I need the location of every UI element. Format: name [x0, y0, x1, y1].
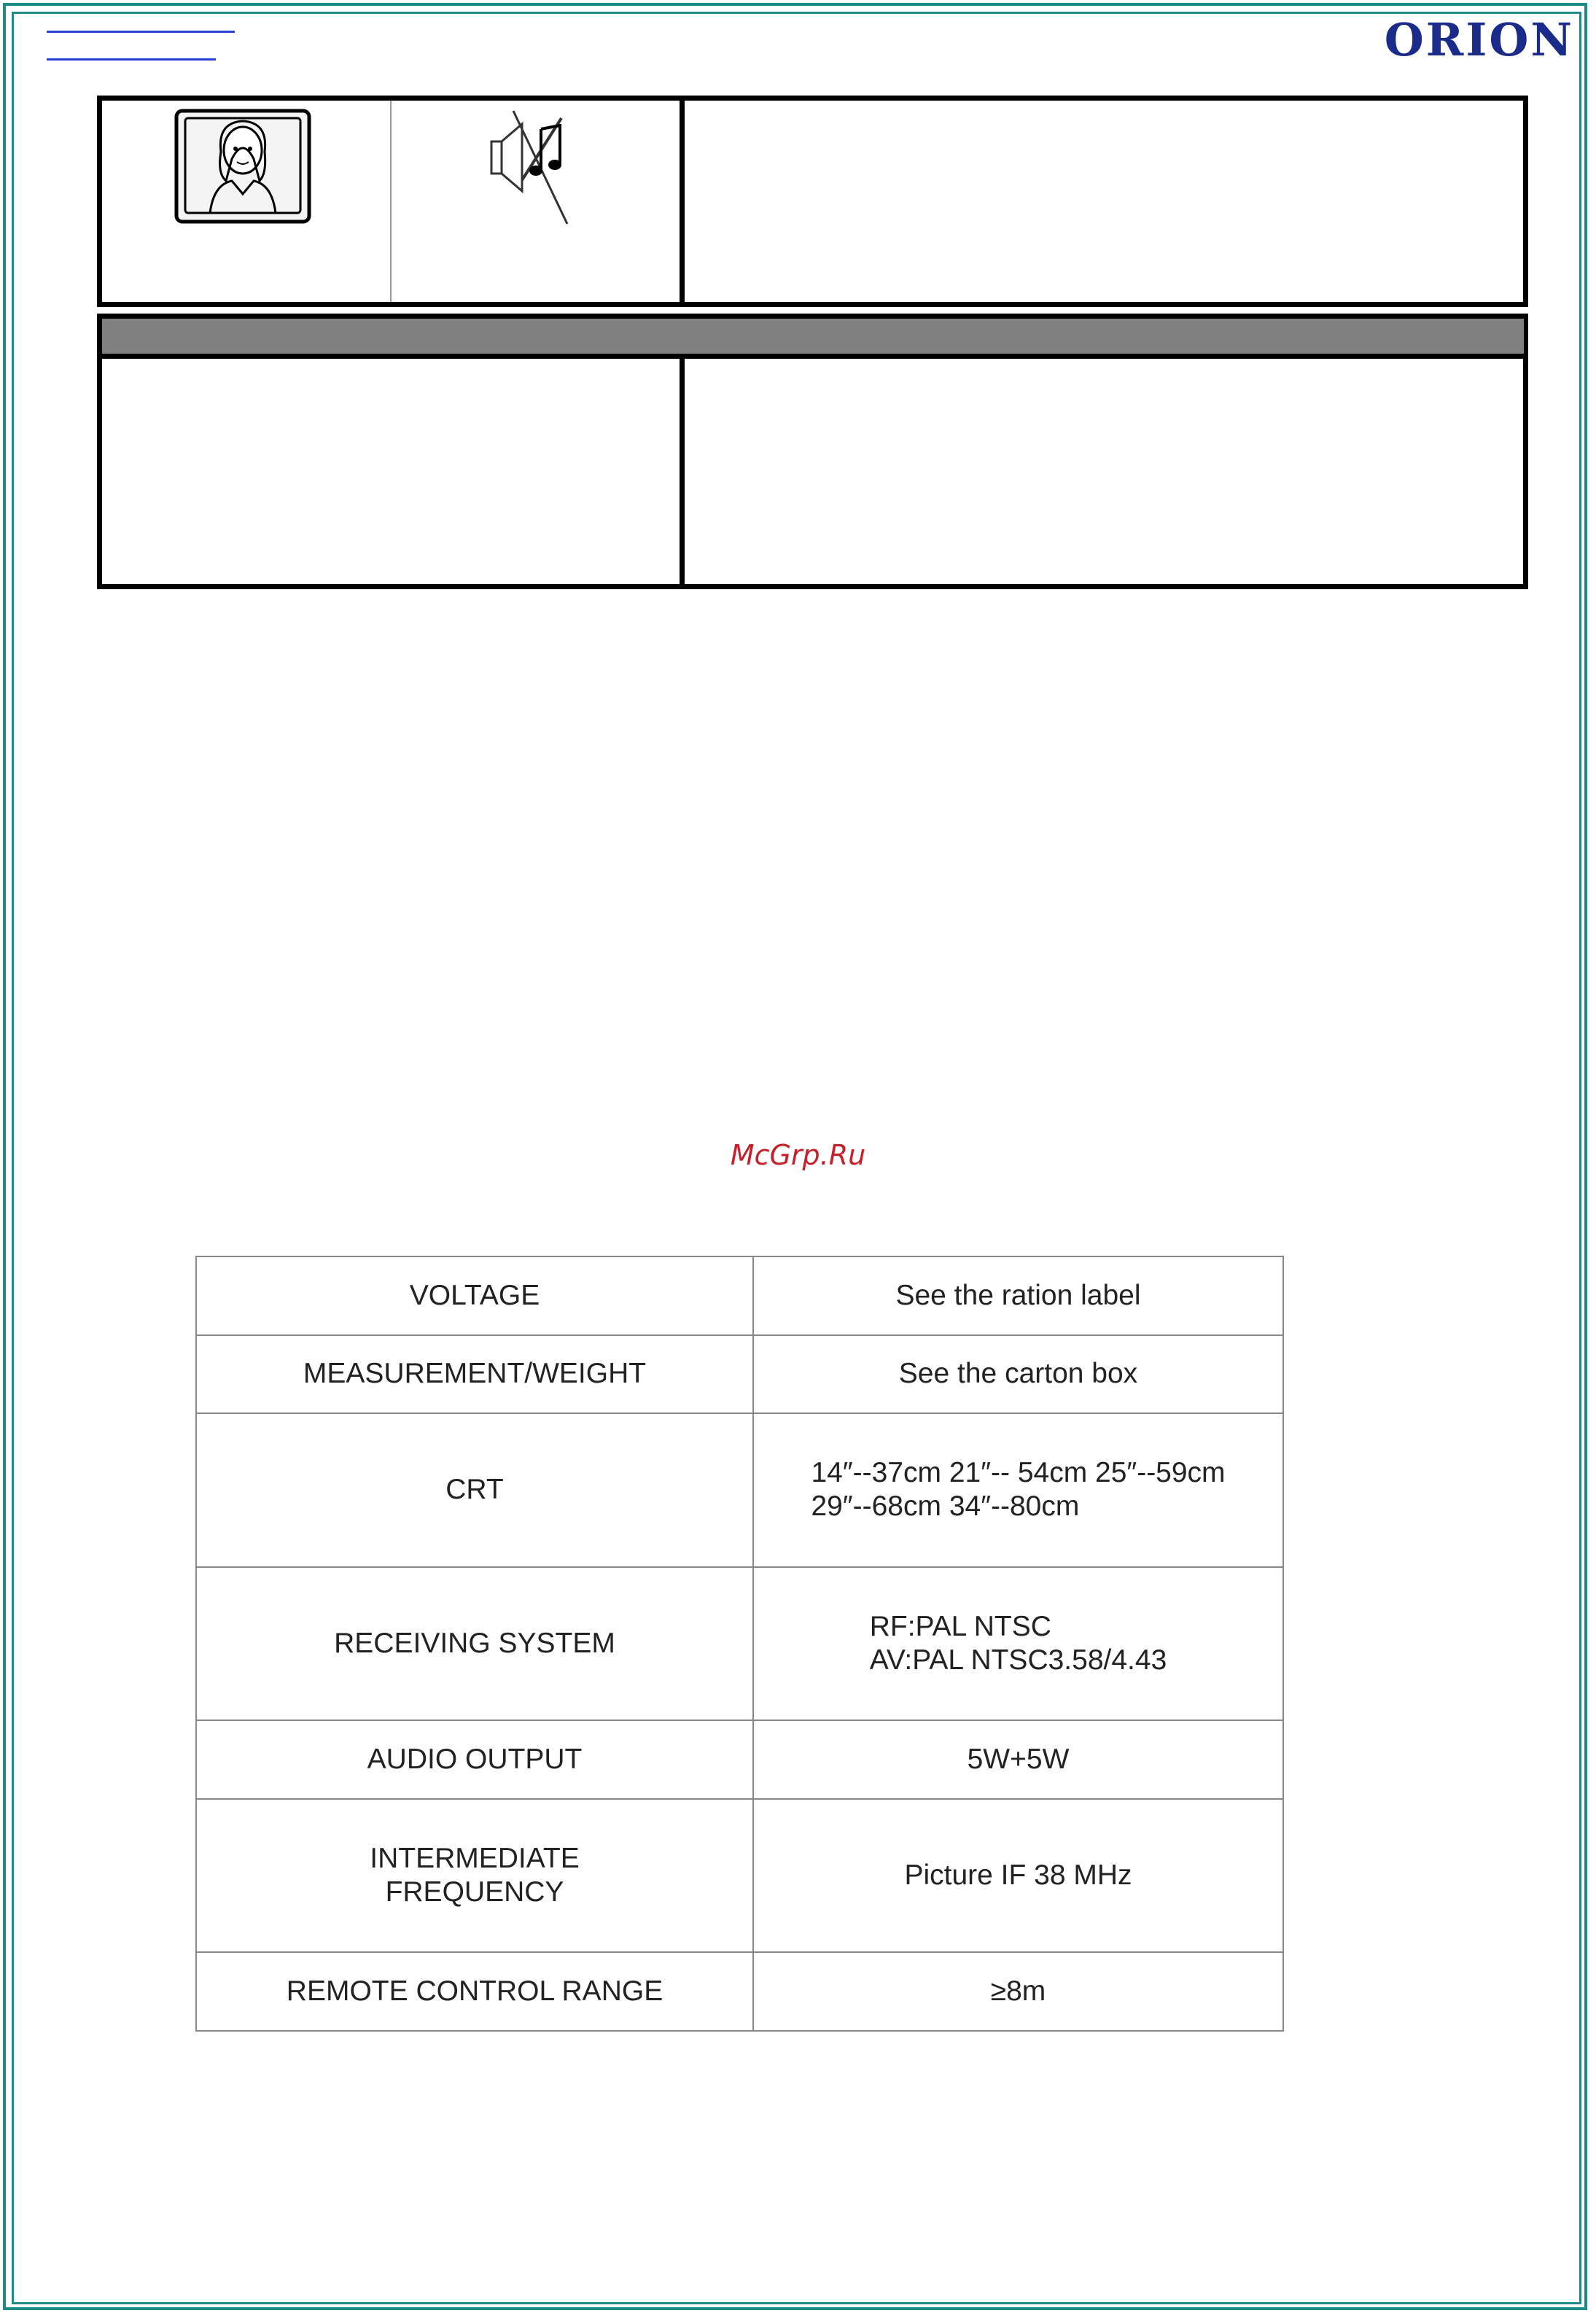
- table-row: [196, 1413, 1283, 1567]
- spec-label: RECEIVING SYSTEM: [196, 1567, 753, 1721]
- brand-logo: ORION: [1384, 13, 1574, 66]
- table-divider: [390, 101, 392, 302]
- spec-value-line: AV:PAL NTSC3.58/4.43: [869, 1644, 1167, 1676]
- spec-label: [196, 1799, 753, 1953]
- spec-value-line: RF:PAL NTSC: [869, 1610, 1051, 1642]
- table-row: [196, 1952, 1283, 2031]
- table-divider: [680, 101, 685, 302]
- table-row: [196, 1799, 1283, 1953]
- table-row: [196, 1335, 1283, 1414]
- spec-value: [753, 1567, 1283, 1721]
- table-row: [196, 1720, 1283, 1799]
- spec-value: See the carton box: [753, 1335, 1283, 1414]
- spec-value-group: [811, 1456, 1225, 1523]
- table-row: [196, 1256, 1283, 1335]
- specifications-table: [195, 1256, 1284, 2032]
- spec-label: MEASUREMENT/WEIGHT: [196, 1335, 753, 1414]
- spec-label-line: FREQUENCY: [385, 1876, 564, 1908]
- table-divider: [680, 359, 685, 584]
- section-header-band: [102, 319, 1524, 354]
- spec-value: 5W+5W: [753, 1720, 1283, 1799]
- spec-label-line: INTERMEDIATE: [370, 1843, 580, 1875]
- table-row: [196, 1567, 1283, 1721]
- header-link-line[interactable]: [47, 58, 216, 61]
- spec-label: CRT: [196, 1413, 753, 1567]
- spec-value: [753, 1413, 1283, 1567]
- spec-label: AUDIO OUTPUT: [196, 1720, 753, 1799]
- sound-muted-icon: [481, 104, 583, 235]
- spec-value: Picture IF 38 MHz: [753, 1799, 1283, 1953]
- spec-value-line: 29″--68cm 34″--80cm: [811, 1491, 1080, 1523]
- spec-value-group: [870, 1610, 1167, 1677]
- picture-ok-icon: [174, 108, 312, 228]
- watermark: McGrp.Ru: [730, 1139, 866, 1171]
- table-divider: [102, 354, 1524, 359]
- spec-label: REMOTE CONTROL RANGE: [196, 1952, 753, 2031]
- spec-value: See the ration label: [753, 1256, 1283, 1335]
- spec-value-line: 14″--37cm 21″-- 54cm 25″--59cm: [811, 1457, 1226, 1489]
- header-link-line[interactable]: [47, 31, 235, 33]
- spec-value: ≥8m: [753, 1952, 1283, 2031]
- spec-label: VOLTAGE: [196, 1256, 753, 1335]
